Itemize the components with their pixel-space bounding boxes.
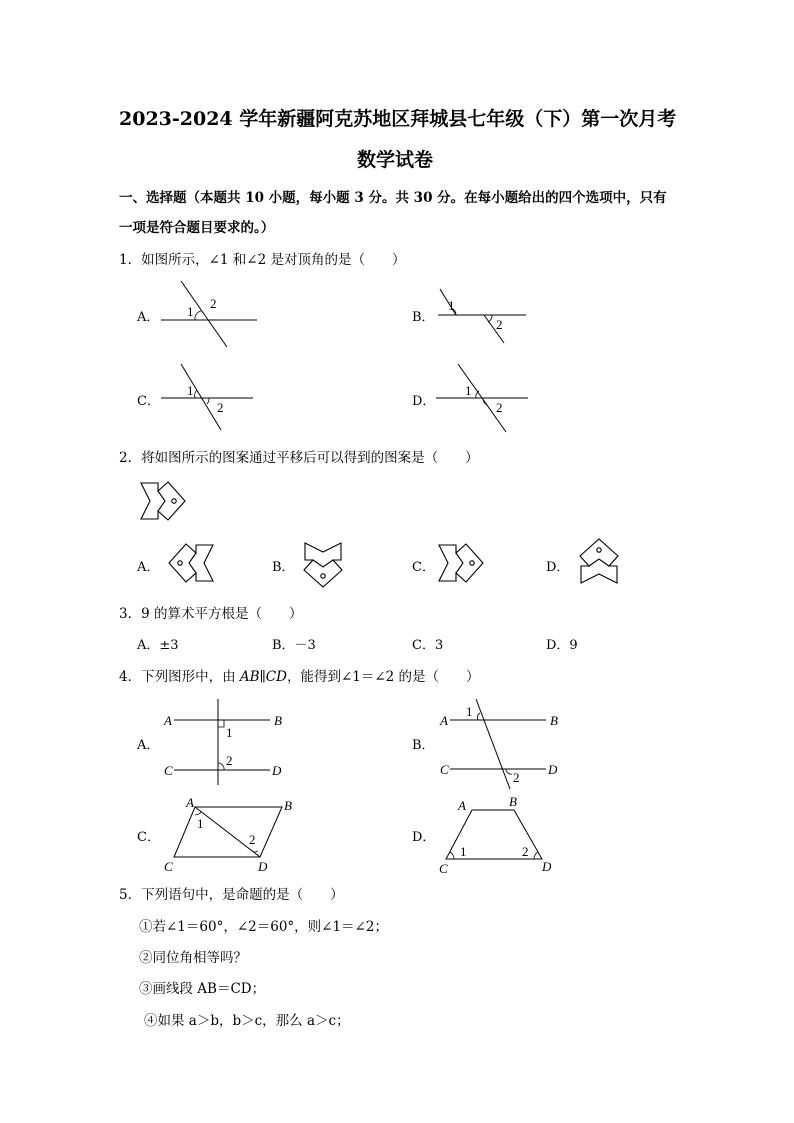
q1-option-b-label: B． — [412, 310, 435, 325]
q3-option-a: A．±3 — [137, 638, 179, 653]
q1d-angle-2: 2 — [496, 400, 503, 415]
q4a-point-d: D — [272, 763, 282, 778]
section-header-line2: 一项是符合题目要求的。） — [119, 220, 275, 236]
q4c-angle-2: 2 — [249, 832, 256, 847]
q1-option-d-figure — [430, 360, 540, 440]
q4d-point-c: C — [439, 861, 448, 876]
q5-item-4: ④如果 a＞b，b＞c，那么 a＞c； — [144, 1013, 350, 1029]
q1-stem: 1．如图所示，∠1 和∠2 是对顶角的是（ ） — [119, 252, 406, 268]
q4-stem-math: AB∥CD — [239, 669, 287, 685]
q4c-point-a: A — [186, 795, 194, 810]
q4d-angle-1: 1 — [460, 844, 467, 859]
q1-option-a-figure — [155, 275, 265, 355]
q5-item-3: ③画线段 AB＝CD； — [139, 981, 266, 997]
q2-option-b-figure — [298, 537, 348, 589]
q4b-point-c: C — [440, 762, 449, 777]
q3-option-d: D．9 — [546, 638, 578, 653]
q2-stem: 2．将如图所示的图案通过平移后可以得到的图案是（ ） — [119, 450, 479, 466]
q4-option-b-label: B． — [412, 738, 435, 753]
q4d-angle-2: 2 — [522, 844, 529, 859]
q4c-point-c: C — [164, 859, 173, 874]
q4-option-c-label: C． — [137, 830, 160, 845]
page-subtitle: 数学试卷 — [357, 149, 434, 171]
q4-option-d-figure — [436, 794, 566, 878]
q2-option-a-figure — [164, 541, 216, 587]
q5-stem: 5．下列语句中，是命题的是（ ） — [119, 887, 344, 903]
q5-item-2: ②同位角相等吗？ — [139, 950, 247, 966]
q2-option-d-label: D． — [546, 560, 570, 575]
q1-option-b-figure — [430, 285, 540, 355]
q3-stem: 3．9 的算术平方根是（ ） — [119, 606, 303, 622]
q4a-angle-1: 1 — [226, 725, 233, 740]
q4d-point-b: B — [509, 794, 517, 809]
q5-item-1: ①若∠1＝60°，∠2＝60°，则∠1＝∠2； — [139, 919, 388, 935]
q1b-angle-1: 1 — [448, 298, 455, 313]
q4-option-a-label: A． — [137, 738, 160, 753]
q1c-angle-2: 2 — [217, 400, 224, 415]
q4a-point-a: A — [164, 713, 172, 728]
section-header-line1: 一、选择题（本题共 10 小题，每小题 3 分。共 30 分。在每小题给出的四个选项中，只有 — [119, 190, 667, 206]
q4-stem-suffix: ，能得到∠1＝∠2 的是（ ） — [286, 669, 480, 685]
q1-option-a-label: A． — [137, 310, 160, 325]
q1-option-c-figure — [155, 360, 265, 440]
page-title: 2023-2024 学年新疆阿克苏地区拜城县七年级（下）第一次月考 — [119, 108, 677, 130]
q1-option-d-label: D． — [412, 394, 436, 409]
q4c-point-d: D — [258, 859, 268, 874]
q4b-angle-2: 2 — [513, 770, 520, 785]
q4a-point-b: B — [274, 713, 282, 728]
q4-option-d-label: D． — [412, 830, 436, 845]
q2-option-c-label: C． — [412, 560, 435, 575]
q4a-angle-2: 2 — [226, 753, 233, 768]
q4-option-b-figure — [436, 697, 576, 792]
q4c-point-b: B — [284, 798, 292, 813]
q4a-point-c: C — [164, 763, 173, 778]
q4-stem — [119, 665, 480, 685]
q4-stem-prefix: 4．下列图形中，由 — [119, 669, 240, 685]
q4-option-a-figure — [160, 697, 300, 787]
q4d-point-d: D — [542, 859, 552, 874]
q2-original-fish — [138, 479, 190, 525]
q4b-point-b: B — [550, 713, 558, 728]
q2-option-d-figure — [574, 539, 626, 589]
q1a-angle-1: 1 — [187, 304, 194, 319]
q4d-point-a: A — [458, 798, 466, 813]
q4b-angle-1: 1 — [466, 704, 473, 719]
q3-option-c: C．3 — [412, 638, 444, 653]
q4b-point-a: A — [440, 713, 448, 728]
q3-option-b: B．－3 — [272, 638, 316, 653]
q1d-angle-1: 1 — [465, 383, 472, 398]
q4b-point-d: D — [548, 762, 558, 777]
q2-option-b-label: B． — [272, 560, 295, 575]
q1b-angle-2: 2 — [496, 317, 503, 332]
q1c-angle-1: 1 — [187, 383, 194, 398]
q2-option-a-label: A． — [137, 560, 160, 575]
q4-option-c-figure — [160, 796, 310, 876]
q1-option-c-label: C． — [137, 394, 160, 409]
q4c-angle-1: 1 — [197, 816, 204, 831]
q2-option-c-figure — [436, 541, 488, 587]
q1a-angle-2: 2 — [210, 296, 217, 311]
